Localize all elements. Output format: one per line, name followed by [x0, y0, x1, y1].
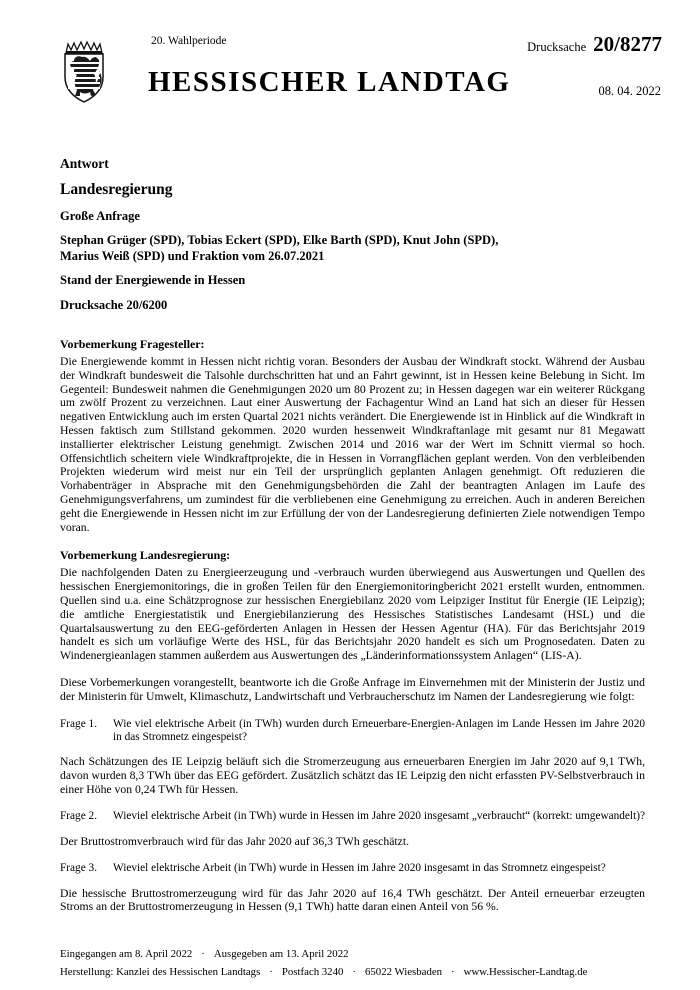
question-1-label: Frage 1.: [60, 717, 98, 730]
paragraph-vorbemerkung-landesregierung-2: Diese Vorbemerkungen vorangestellt, beantworte ich die Große Anfrage im Einvernehmen mit der Ministerin der Justiz und der Ministerin für Umwelt, Klimaschutz, Landwirtschaft und Verbraucherschutz im Namen der Landesregierung wie folgt:: [60, 675, 645, 703]
answer-1: Nach Schätzungen des IE Leipzig beläuft sich die Stromerzeugung aus erneuerbaren Energien im Jahr 2020 auf 9,1 TWh, davon wurden 8,3 TWh über das EEG gefördert. Zusätzlich schätzt das IE Leipzig den nicht erfassten PV-Selbstverbrauch in einer Höhe von 0,24 TWh für Hessen.: [60, 754, 645, 796]
page-title: HESSISCHER LANDTAG: [148, 66, 511, 98]
request-type: Große Anfrage: [60, 209, 140, 223]
document-date: 08. 04. 2022: [598, 84, 661, 98]
drucksache-block: [527, 32, 662, 57]
footer-separator: ·: [352, 966, 356, 978]
heading-vorbemerkung-fragesteller: Vorbemerkung Fragesteller:: [60, 337, 205, 351]
answer-2: Der Bruttostromverbrauch wird für das Jahr 2020 auf 36,3 TWh geschätzt.: [60, 834, 410, 848]
footer-separator: ·: [269, 966, 273, 978]
footer-website: www.Hessischer-Landtag.de: [463, 966, 588, 978]
paragraph-vorbemerkung-fragesteller: Die Energiewende kommt in Hessen nicht richtig voran. Besonders der Ausbau der Windkraft stockt. Während der Ausbau der Windkraft bundesweit die Talsohle durchschritten hat und an Fahrt gewinnt, ist in Hessen keine Belebung in Sicht. Im Gegenteil: Bundesweit nahmen die Genehmigungen 2020 um 80 Prozent zu; in Hessen dagegen war ein weiterer Rückgang um zwölf Prozent zu verzeichnen. Laut einer Auswertung der Fachagentur Wind an Land hat sich an dieser für Hessen negativen Entwicklung auch im ersten Quartal 2021 nichts verändert. Die Energiewende ist in Hinblick auf die Windkraft in Hessen faktisch zum Stillstand gekommen. 2020 wurden hessenweit Windkraftanlage mit gesamt nur 81 Megawatt installierter elektrischer Leistung genehmigt. Zwischen 2014 und 2016 war der Wert im Schnitt viermal so hoch. Offensichtlich scheitern viele Windkraftprojekte, die in Hessen in Vorrangflächen geplant werden. Von den verbleibenden Projekten wiederum wird meist nur ein Teil der ursprünglich geplanten Anlagen genehmigt. Oft reduzieren die Vorhabenträger in Absprache mit den Genehmigungsbehörden die Zahl der beantragten Anlagen im Laufe des Genehmigungsverfahrens, um zumindest für die verbliebenen eine Genehmigung zu erreichen. Auch in anderen Bereichen geht die Energiewende in Hessen nicht im zur Erfüllung der von der Landesregierung definierten Ziele notwendigen Tempo voran.: [60, 355, 645, 534]
footer-city: 65022 Wiesbaden: [365, 966, 443, 978]
question-3: [60, 862, 645, 875]
drucksache-number: 20/8277: [593, 32, 662, 56]
drucksache-label: Drucksache: [527, 40, 587, 54]
document-subject: Stand der Energiewende in Hessen: [60, 273, 246, 287]
document-author: Landesregierung: [60, 181, 173, 198]
requesters-line-2: Marius Weiß (SPD) und Fraktion vom 26.07.2021: [60, 248, 325, 263]
document-type: Antwort: [60, 156, 109, 171]
heading-vorbemerkung-landesregierung: Vorbemerkung Landesregierung:: [60, 548, 231, 563]
question-3-label: Frage 3.: [60, 862, 98, 875]
document-footer: [60, 945, 660, 981]
footer-separator: ·: [201, 948, 205, 960]
question-2-text: Wieviel elektrische Arbeit (in TWh) wurde in Hessen im Jahre 2020 insgesamt „verbraucht“ (korrekt: umgewandelt)?: [113, 810, 645, 823]
requesters-line-1: Stephan Grüger (SPD), Tobias Eckert (SPD), Elke Barth (SPD), Knut John (SPD),: [60, 233, 499, 247]
answer-3: Die hessische Bruttostromerzeugung wird für das Jahr 2020 auf 16,4 TWh geschätzt. Der Anteil erneuerbar erzeugten Stroms an der Bruttostromerzeugung in Hessen (9,1 TWh) hatte daran einen Anteil von 56 %.: [60, 886, 645, 914]
paragraph-vorbemerkung-landesregierung-1: Die nachfolgenden Daten zu Energieerzeugung und -verbrauch wurden überwiegend aus Auswertungen und Quellen des hessischen Energiemonitorings, die in großen Teilen für den Energiemonitoringbericht 2021 erstellt wurden, entnommen. Quellen sind u.a. eine Schätzprognose zur hessischen Energiebilanz 2020 vom Leipziger Institut für Energie (IE Leipzig); die amtliche Energiestatistik und Energiebilanzierung des Hessisches Statistisches Landesamt (HSL) und die Quartalsauswertung zu den EEG-geförderten Anlagen in Hessen der Hessen Agentur (HA). Für das Berichtsjahr 2019 handelt es sich um vorläufige Werte des HSL, für das Berichtsjahr 2020 handelt es sich um Prognosedaten. Daten zu Windenergieanlagen stammen außerdem aus Auswertungen des „Länderinformationssystem Anlagen“ (LIS-A).: [60, 566, 645, 663]
footer-issued: Ausgegeben am 13. April 2022: [213, 948, 349, 960]
question-2-label: Frage 2.: [60, 810, 98, 823]
footer-separator: ·: [451, 966, 455, 978]
document-body: [60, 337, 645, 914]
footer-production-line: [60, 963, 660, 981]
footer-received: Eingegangen am 8. April 2022: [60, 948, 193, 960]
footer-production: Herstellung: Kanzlei des Hessischen Landtags: [60, 966, 261, 978]
question-1: [60, 718, 645, 744]
requesters: [60, 233, 645, 264]
question-2: [60, 810, 645, 823]
footer-dates-line: [60, 945, 660, 963]
footer-po-box: Postfach 3240: [281, 966, 344, 978]
legislative-period: 20. Wahlperiode: [151, 35, 227, 47]
document-head: [60, 156, 645, 313]
hessen-coat-of-arms-icon: [60, 40, 108, 104]
document-reference: Drucksache 20/6200: [60, 298, 168, 312]
question-3-text: Wieviel elektrische Arbeit (in TWh) wurde in Hessen im Jahre 2020 insgesamt in das Stromnetz eingespeist?: [113, 862, 606, 875]
content-column: [60, 156, 645, 928]
question-1-text: Wie viel elektrische Arbeit (in TWh) wurden durch Erneuerbare-Energien-Anlagen im Lande Hessen im Jahre 2020 in das Stromnetz eingespeist?: [113, 717, 645, 743]
